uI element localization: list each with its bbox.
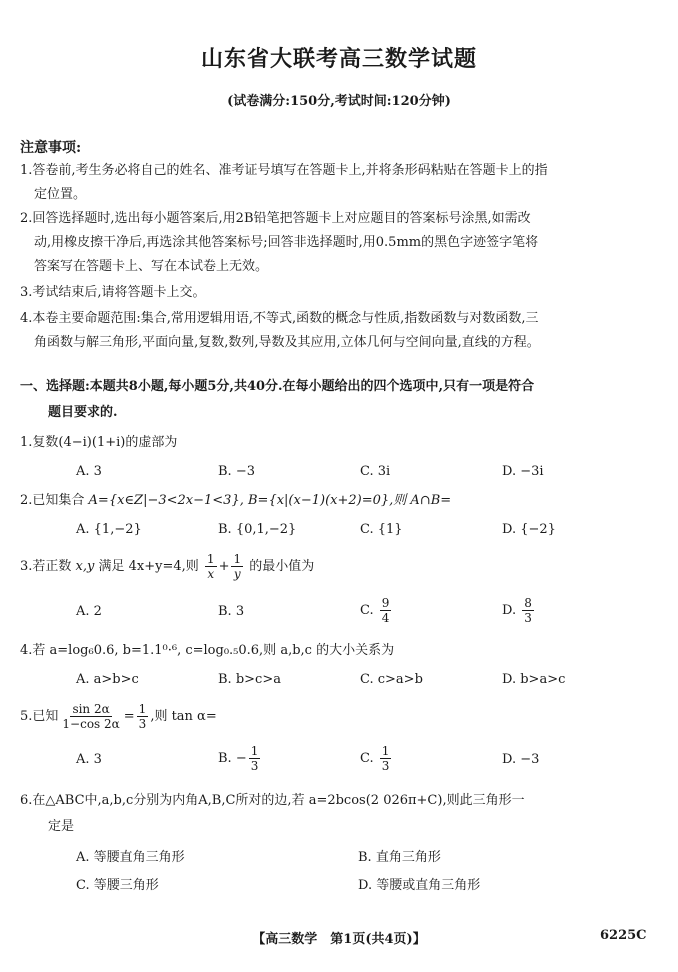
q2-intersection: A∩B= xyxy=(410,493,452,508)
q5-fraction xyxy=(60,702,121,731)
q6-stem-line-2: 定是 xyxy=(48,819,75,834)
notes-heading: 注意事项: xyxy=(20,140,82,156)
section-header-line-2: 题目要求的. xyxy=(48,405,118,420)
paper-code: 6225C xyxy=(600,928,647,943)
q5-option-c-den: 3 xyxy=(381,759,390,773)
q2-stem xyxy=(20,492,451,510)
q5-option-b-label: B. − xyxy=(218,751,247,766)
q3-option-d-num: 8 xyxy=(524,596,532,610)
note-1-line-1: 1.答卷前,考生务必将自己的姓名、准考证号填写在答题卡上,并将条形码粘贴在答题卡上的指 xyxy=(20,163,548,178)
q3-option-d-fraction xyxy=(522,596,534,625)
q5-fraction-den: 1−cos 2α xyxy=(62,717,120,731)
q1-option-a: A. 3 xyxy=(76,464,102,479)
q3-fraction-1 xyxy=(205,552,217,581)
note-3-line-1: 3.考试结束后,请将答题卡上交。 xyxy=(20,285,206,300)
q3-option-d-label: D. xyxy=(502,603,517,618)
q3-option-d-den: 3 xyxy=(524,611,532,625)
q3-vars: x,y xyxy=(75,559,95,574)
q4-option-b: B. b>c>a xyxy=(218,672,281,687)
q3-fraction-2-num: 1 xyxy=(233,552,242,566)
q4-stem: 4.若 a=log₆0.6, b=1.1⁰·⁶, c=log₀.₅0.6,则 a,b,c 的大小关系为 xyxy=(20,643,395,658)
q3-fraction-1-num: 1 xyxy=(206,552,215,566)
q2-option-a: A. {1,−2} xyxy=(76,522,142,537)
exam-title: 山东省大联考高三数学试题 xyxy=(200,46,477,72)
q5-ratio-num: 1 xyxy=(138,702,147,716)
q4-option-c: C. c>a>b xyxy=(360,672,423,687)
q1-option-c: C. 3i xyxy=(360,464,391,479)
q2-set-b: B={x|(x−1)(x+2)=0},则 xyxy=(248,493,407,508)
q3-option-c-num: 9 xyxy=(381,596,390,610)
q5-option-b-den: 3 xyxy=(250,759,259,773)
q5-stem xyxy=(20,702,217,731)
q4-option-d: D. b>a>c xyxy=(502,672,566,687)
section-header-line-1: 一、选择题:本题共8小题,每小题5分,共40分.在每小题给出的四个选项中,只有一项是符合 xyxy=(20,379,535,394)
q6-option-a: A. 等腰直角三角形 xyxy=(76,850,185,865)
q3-option-c-fraction xyxy=(380,596,392,625)
q3-option-c xyxy=(360,596,393,625)
q5-option-c xyxy=(360,744,393,773)
q3-fraction-2 xyxy=(231,552,243,581)
exam-subtitle: (试卷满分:150分,考试时间:120分钟) xyxy=(227,94,451,109)
q5-option-b-num: 1 xyxy=(250,744,259,758)
q5-stem-pre: 5.已知 xyxy=(20,709,59,724)
q3-plus: + xyxy=(218,559,230,574)
q5-option-a: A. 3 xyxy=(76,752,102,767)
q6-option-d: D. 等腰或直角三角形 xyxy=(358,878,481,893)
q2-set-a: A={x∈Z|−3<2x−1<3}, xyxy=(88,493,244,508)
q3-stem xyxy=(20,552,314,581)
q2-option-d: D. {−2} xyxy=(502,522,556,537)
q5-option-d: D. −3 xyxy=(502,752,540,767)
q3-option-a: A. 2 xyxy=(76,604,102,619)
note-2-line-1: 2.回答选择题时,选出每小题答案后,用2B铅笔把答题卡上对应题目的答案标号涂黑,如需改 xyxy=(20,211,531,226)
q5-stem-post: ,则 tan α= xyxy=(150,709,217,724)
q3-fraction-1-den: x xyxy=(207,567,215,581)
q3-stem-post: 的最小值为 xyxy=(249,559,315,574)
q1-stem: 1.复数(4−i)(1+i)的虚部为 xyxy=(20,435,178,450)
q3-stem-pre: 3.若正数 xyxy=(20,559,72,574)
q5-ratio xyxy=(137,702,149,731)
q5-option-c-num: 1 xyxy=(381,744,390,758)
q5-fraction-num: sin 2α xyxy=(72,702,110,716)
q5-ratio-den: 3 xyxy=(138,717,147,731)
q3-fraction-2-den: y xyxy=(233,567,241,581)
note-2-line-2: 动,用橡皮擦干净后,再选涂其他答案标号;回答非选择题时,用0.5mm的黑色字迹签字笔将 xyxy=(34,235,539,250)
q4-option-a: A. a>b>c xyxy=(76,672,139,687)
q6-option-b: B. 直角三角形 xyxy=(358,850,441,865)
q3-option-c-label: C. xyxy=(360,603,374,618)
note-1-line-2: 定位置。 xyxy=(34,187,87,202)
q2-option-c: C. {1} xyxy=(360,522,403,537)
q1-option-d: D. −3i xyxy=(502,464,544,479)
q6-stem-line-1: 6.在△ABC中,a,b,c分别为内角A,B,C所对的边,若 a=2bcos(2 026π+C),则此三角形一 xyxy=(20,793,525,808)
page-footer: 【高三数学 第1页(共4页)】 xyxy=(252,932,426,947)
q3-stem-mid: 满足 4x+y=4,则 xyxy=(98,559,199,574)
q2-option-b: B. {0,1,−2} xyxy=(218,522,297,537)
q5-option-b xyxy=(218,744,262,773)
q6-option-c: C. 等腰三角形 xyxy=(76,878,159,893)
note-4-line-2: 角函数与解三角形,平面向量,复数,数列,导数及其应用,立体几何与空间向量,直线的方程。 xyxy=(34,335,540,350)
q5-equals: = xyxy=(123,709,135,724)
q3-option-b: B. 3 xyxy=(218,604,245,619)
q5-option-c-label: C. xyxy=(360,751,374,766)
q5-option-b-fraction xyxy=(249,744,261,773)
q3-option-c-den: 4 xyxy=(381,611,390,625)
q2-stem-lead: 2.已知集合 xyxy=(20,493,85,508)
q1-option-b: B. −3 xyxy=(218,464,255,479)
note-2-line-3: 答案写在答题卡上、写在本试卷上无效。 xyxy=(34,259,269,274)
q3-option-d xyxy=(502,596,536,625)
note-4-line-1: 4.本卷主要命题范围:集合,常用逻辑用语,不等式,函数的概念与性质,指数函数与对数函数,三 xyxy=(20,311,539,326)
q5-option-c-fraction xyxy=(380,744,392,773)
